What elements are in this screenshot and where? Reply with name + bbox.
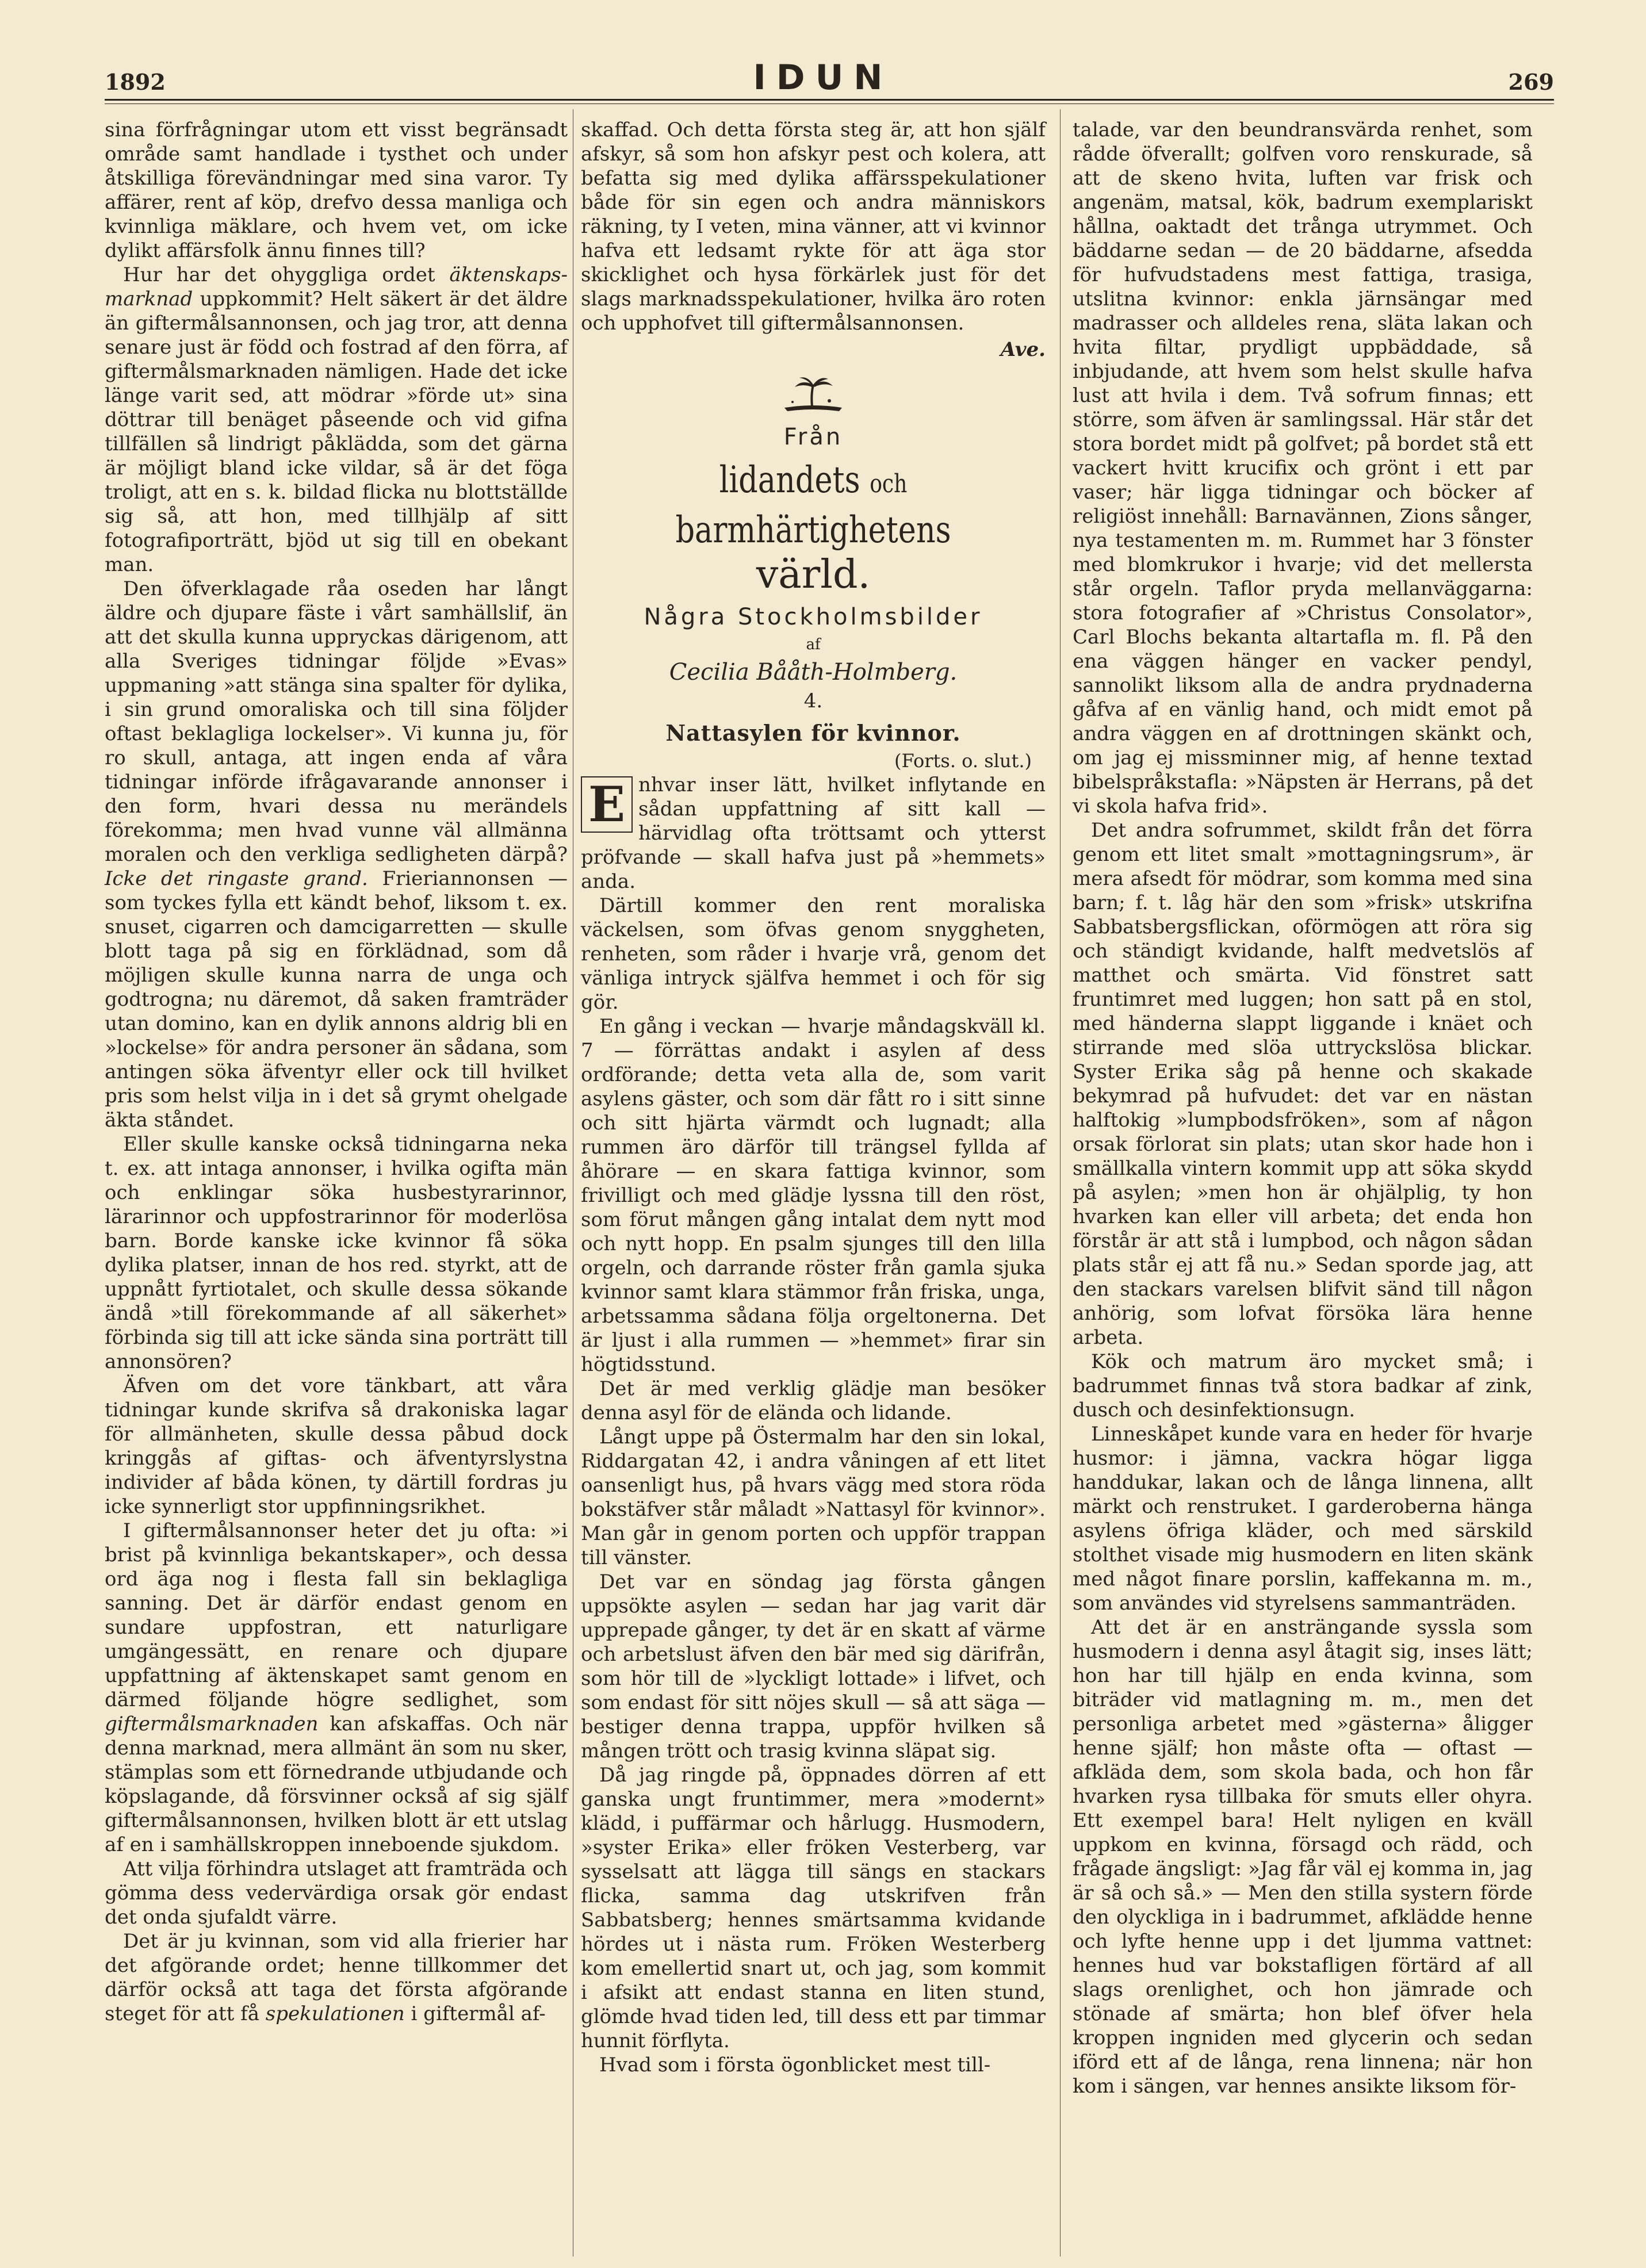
column-divider: [1060, 109, 1061, 2256]
part-number: 4.: [803, 689, 823, 712]
article-signature: Ave.: [1000, 338, 1046, 361]
paragraph: Därtill kommer den rent moraliska väckelsen, som öfvas genom snyggheten, renheten, som råder i hvarje vrå, genom det vänliga intryck själfva hemmet i och för sig gör.: [581, 894, 1046, 1014]
paragraph: Det andra sofrummet, skildt från det förra genom ett litet smalt »mottagningsrum», är mera afsedt för mödrar, som komma med sina barn; f. t. låg här den som »frisk» utskrifna Sabbatsbergsflickan, oförmögen att röra sig och ständigt kvidande, halft medvetslös af matthet och smärta. Vid fönstret satt fruntimret med luggen; hon satt på en stol, med händerna slappt liggande i knäet och stirrande med slöa uttryckslösa blickar. Syster Erika såg på henne och skakade bekymrad på hufvudet: det var en nästan halftokig »lumpbodsfröken», som af någon orsak förlorat sin plats; utan skor hade hon i smällkalla vintern kommit upp att söka skydd på asylen; »men hon är ohjälplig, ty hon hvarken kan eller vill arbeta; det enda hon förstår är att stå i lumpbod, och någon sådan plats står ej att få nu.» Sedan sporde jag, att den stackars varelsen blifvit sänd till någon anhörig, som lofvat försöka lära henne arbeta.: [1073, 819, 1533, 1349]
paragraph: Då jag ringde på, öppnades dörren af ett ganska ungt fruntimmer, mera »modernt» klädd, i puffärmar och hårlugg. Husmodern, »syster Erika» eller fröken Vesterberg, var sysselsatt att lägga till sängs en stackars flicka, samma dag utskrifven från Sabbatsberg; hennes smärtsamma kvidande hördes ut i nästa rum. Fröken Westerberg kom emellertid snart ut, och jag, som kommit i afsikt att endast stanna en liten stund, glömde hvad tiden led, till dess ett par timmar hunnit förflyta.: [581, 1764, 1046, 2052]
paragraph: Det var en söndag jag första gången uppsökte asylen — sedan har jag varit där upprepade gånger, ty det är en skatt af värme och arbetslust äfven den bär med sig därifrån, som hör till de »lyckligt lottade» i lifvet, och som endast för sitt nöjes skull — så att säga — bestiger denna trappa, uppför hvilken så mången trött och trasig kvinna släpat sig.: [581, 1570, 1046, 1763]
section-subtitle: Några Stockholmsbilder: [644, 604, 983, 630]
paragraph: Hur har det ohyggliga ordet äktenskaps-marknad uppkommit? Helt säkert är det äldre än giftermålsannonsen, och jag tror, att denna senare just är född och fostrad af den förra, af giftermålsmarknaden nämligen. Hade det icke länge varit sed, att mödrar »förde ut» sina döttrar till benäget påseende och vid gifna tillfällen så lindrigt påklädda, som det gärna är möjligt bland icke vildar, så är det föga troligt, att en s. k. bildad flicka nu blottställde sig så, att hon, med tillhjälp af sitt fotografiporträtt, bjöd ut sig till en obekant man.: [105, 263, 568, 576]
paragraph: Kök och matrum äro mycket små; i badrummet finnas två stora badkar af zink, dusch och desinfektionsugn.: [1073, 1350, 1533, 1422]
paragraph: I giftermålsannonser heter det ju ofta: »i brist på kvinnliga bekantskaper», och dessa ord äga nog i flesta fall sin beklagliga sanning. Det är därför endast genom en sundare uppfostran, ett naturligare umgängessätt, en renare och djupare uppfattning af äktenskapet samt genom en därmed följande högre sedlighet, som giftermålsmarknaden kan afskaffas. Och när denna marknad, mera allmänt än som nu sker, stämplas som ett förnedrande utbjudande och köpslagande, då försvinner också af sig själf giftermålsannonsen, hvilken blott är ett utslag af en i samhällskroppen inneboende sjukdom.: [105, 1519, 568, 1856]
paragraph: Långt uppe på Östermalm har den sin lokal, Riddargatan 42, i andra våningen af ett litet oansenligt hus, på hvars vägg med stora röda bokstäfver står måladt »Nattasyl för kvinnor». Man går in genom porten och uppför trappan till vänster.: [581, 1426, 1046, 1569]
running-head: [0, 0, 1646, 104]
paragraph: Att det är en ansträngande syssla som husmodern i denna asyl åtagit sig, inses lätt; hon har till hjälp en enda kvinna, som biträder vid matlagning m. m., men det personliga arbetet med »gästerna» åligger henne själf; hon måste ofta — oftast — afkläda dem, som skola bada, och hon får hvarken rysa tillbaka för smuts eller ohyra. Ett exempel bara! Helt nyligen en kväll uppkom en kvinna, försagd och rädd, och frågade ängsligt: »Jag får väl ej komma in, jag är så och så.» — Men den stilla systern förde den olyckliga in i badrummet, afklädde henne och lyfte henne upp i det ljumma vattnet: hennes hud var bokstafligen förtärd af all slags orenlighet, och hon jämrade och stönade af smärta; hon blef öfver hela kroppen ingniden med glycerin och sedan iförd ett af de långa, rena linnena; när hon kom i sängen, var hennes ansikte liksom för-: [1073, 1616, 1533, 2098]
paragraph: Äfven om det vore tänkbart, att våra tidningar kunde skrifva så drakoniska lagar för allmänheten, skulle dessa påbud dock kringgås af giftas- och äfventyrslystna individer af båda könen, ty därtill fordras ju icke synnerligt stor uppfinningsrikhet.: [105, 1374, 568, 1518]
paragraph: Linneskåpet kunde vara en heder för hvarje husmor: i jämna, vackra högar ligga handdukar, lakan och de långa linnena, allt märkt och renstruket. I garderoberna hänga asylens öfriga kläder, och med särskild stolthet visade mig husmodern en liten skänk med något finare porslin, kaffekanna m. m., som användes vid styrelsens sammanträden.: [1073, 1423, 1533, 1615]
section-label: Från: [783, 424, 843, 450]
paragraph: Det är ju kvinnan, som vid alla frierier har det afgörande ordet; henne tillkommer det därför också att taga det första afgörande steget för att få spekulationen i giftermål af-: [105, 1930, 568, 2025]
byline-af: af: [806, 636, 821, 653]
byline-author: Cecilia Bååth-Holmberg.: [669, 659, 958, 685]
paragraph: Hvad som i första ögonblicket mest till-: [599, 2054, 991, 2077]
paragraph: Det är med verklig glädje man besöker denna asyl för de elända och lidande.: [581, 1377, 1046, 1424]
column-2: [581, 118, 1046, 2077]
section-title-line2: värld.: [756, 552, 871, 597]
paragraph: Den öfverklagade råa oseden har långt äldre och djupare fäste i vårt samhällslif, än att det skulla kunna uppryckas därigenom, att alla Sveriges tidningar följde »Evas» uppmaning »att stänga sina spalter för dylika, i sin grund omoraliska och till sina följder oftast beklagliga lockelser». Vi kunna ju, för ro skull, antaga, att ingen enda af våra tidningar införde ifrågavarande annonser i den form, hvari dessa nu merändels förekomma; men hvad vunne väl allmänna moralen och den verkliga sedligheten därpå? Icke det ringaste grand. Frieriannonsen — som tyckes fylla ett kändt behof, liksom t. ex. snuset, cigarren och damcigarretten — skulle blott taga på sig en förklädnad, som då möjligen skulle kunna narra de unga och godtrogna; nu däremot, då saken framträder utan domino, kan en dylik annons aldrig bli en »lockelse» för andra personer än sådana, som antingen söka äfventyr eller ock till hvilket pris som helst vilja in i det så grymt ohelgade äkta ståndet.: [105, 577, 568, 1132]
paragraph: Eller skulle kanske också tidningarna neka t. ex. att intaga annonser, i hvilka ogifta män och enklingar söka husbestyrarinnor, lärarinnor och uppfostrarinnor för moderlösa barn. Borde kanske icke kvinnor få söka dylika platser, innan de hos red. styrkt, att de uppnått fyrtiotalet, och skulle dessa sökande ändå »till förekommande af all säkerhet» förbinda sig till att icke sända sina porträtt till annonsören?: [105, 1133, 568, 1373]
paragraph: E nhvar inser lätt, hvilket inflytande en sådan uppfattning af sitt kall — härvidlag ofta tröttsamt och ytterst pröfvande — skall hafva just på »hemmets» anda.: [581, 773, 1046, 893]
drop-cap: E: [581, 776, 633, 833]
masthead-title: IDUN: [753, 58, 893, 98]
column-1: [105, 118, 568, 2026]
page-number: 269: [1508, 69, 1554, 95]
paragraph: En gång i veckan — hvarje måndagskväll kl. 7 — förrättas andakt i asylen af dess ordförande; detta veta alla de, som varit asylens gäster, och som där fått ro i sitt sinne och sitt hjärta värmdt och lugnadt; alla rummen äro därför till trängsel fyllda af åhörare — en skara fattiga kvinnor, som frivilligt och med glädje lyssna till den röst, som förut mången gång intalat dem nytt mod och nytt hopp. En psalm sjunges till den lilla orgeln, och darrande röster från gamla sjuka kvinnor samt klara stämmor från friska, unga, arbetssamma sådana följa orgeltonerna. Det är ljust i alla rummen — »hemmet» firar sin högtidsstund.: [581, 1015, 1046, 1376]
continuation-note: (Forts. o. slut.): [894, 750, 1032, 772]
palm-ornament-icon: [779, 374, 848, 415]
header-rule: [105, 99, 1554, 101]
paragraph: talade, var den beundransvärda renhet, som rådde öfverallt; golfven voro renskurade, så att de skeno hvita, luften var frisk och angenäm, matsal, kök, badrum exemplariskt hållna, oaktadt det trånga utrymmet. Och bäddarne sedan — de 20 bäddarne, afsedda för hufvudstadens mest fattiga, trasiga, utslitna kvinnor: enkla järnsängar med madrasser och alldeles rena, släta lakan och hvita filtar, prydligt uppbäddade, så inbjudande, att hvem som helst skulle hafva lust att hvila i dem. Två sofrum finnas; ett större, som äfven är samlingssal. Här står det stora bordet midt på golfvet; på bordet stå ett vackert hvitt krucifix och grönt i ett par vaser; här ligga tidningar och böcker af religiöst innehåll: Barnavännen, Zions sånger, nya testamenten m. m. Rummet har 3 fönster med blomkrukor i hvarje; vid det mellersta står orgeln. Taflor pryda mellanväggarna: stora fotografier af »Christus Consolator», Carl Blochs bekanta altartafla m. fl. På den ena väggen hänger en vacker pendyl, sannolikt liksom alla de andra prydnaderna gåfva af en vänlig hand, och midt emot på andra väggen en af drottningen skänkt och, om jag ej missminner mig, af henne textad bibelspråkstafla: »Näpsten är Herrans, på det vi skola hafva frid».: [1073, 118, 1533, 818]
page-year: 1892: [105, 69, 166, 95]
column-3: [1073, 118, 1533, 2098]
paragraph: skaffad. Och detta första steg är, att hon själf afskyr, så som hon afskyr pest och kolera, att befatta sig med dylika affärsspekulationer både för sin egen och andra människors räkning, ty I veten, mina vänner, att vi kvinnor hafva ett ledsamt rykte för att äga stor skicklighet och hysa förkärlek just för det slags marknadsspekulationer, hvilka äro roten och upphofvet till giftermålsannonsen.: [581, 118, 1046, 335]
article-heading: Nattasylen för kvinnor.: [665, 720, 961, 746]
section-title: lidandets och barmhärtighetens: [675, 459, 951, 551]
paragraph: sina förfrågningar utom ett visst begränsadt område samt handlade i tysthet och under åtskilliga förevändningar med sina varor. Ty affärer, rent af köp, drefvo dessa manliga och kvinnliga mäklare, och hvem vet, om icke dylikt affärsfolk ännu finnes till?: [105, 118, 568, 262]
paragraph: Att vilja förhindra utslaget att framträda och gömma dess vedervärdiga orsak gör endast det onda sjufaldt värre.: [105, 1857, 568, 1929]
